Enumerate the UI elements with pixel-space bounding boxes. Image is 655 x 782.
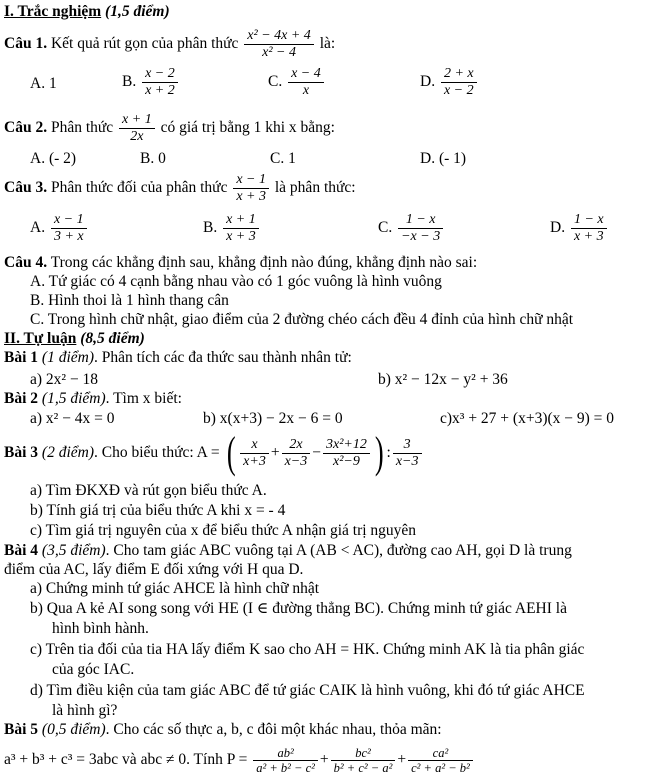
b2-item-a: a) x² − 4x = 0 [30, 410, 115, 427]
b3-frac-4-den: x−3 [395, 453, 419, 469]
b2-stem [4, 390, 182, 408]
b3-frac-3-num: 3x²+12 [323, 437, 370, 454]
q1-option-d [420, 66, 479, 99]
b5-frac-1 [253, 746, 318, 775]
b5-stem [4, 721, 442, 739]
b2-points: (1,5 điểm) [41, 390, 106, 407]
b3-item-a: a) Tìm ĐKXĐ và rút gọn biểu thức A. [30, 482, 267, 499]
q2-option-d: D. (- 1) [420, 150, 467, 167]
b3-frac-2-den: x−3 [284, 453, 308, 469]
b4-item-c-line2: của góc IAC. [52, 661, 135, 678]
q3-option-a [30, 212, 89, 245]
b3-label: Bài 3 [4, 444, 39, 461]
q3-option-a-den: 3 + x [53, 229, 84, 244]
b4-stem-line2: điểm của AC, lấy điểm E đối xứng với H qua D. [4, 561, 304, 578]
q1-option-d-letter: D. [420, 73, 436, 91]
q1-stem [4, 28, 335, 61]
q1-option-a-value: 1 [48, 75, 57, 92]
b4-item-b-line2: hình bình hành. [52, 620, 149, 637]
q1-text: Kết quả rút gọn của phân thức [50, 35, 239, 53]
b4-stem-line1 [4, 542, 572, 560]
q1-option-d-frac [441, 66, 477, 99]
q3-option-a-frac [51, 212, 87, 245]
b2-item-c: c)x³ + 27 + (x+3)(x − 9) = 0 [440, 410, 615, 427]
q3-option-d [550, 212, 609, 245]
q4-label: Câu 4. [4, 254, 48, 271]
b4-item-a: a) Chứng minh tứ giác AHCE là hình chữ nhật [30, 580, 320, 597]
q1-option-c [268, 66, 326, 99]
q1-option-d-den: x − 2 [443, 83, 474, 98]
b5-frac-1-den: a² + b² − c² [256, 760, 315, 775]
b3-stem: Bài 3 (2 điểm). Cho biểu thức: A = ( $\frac{x}{x+3}$ + $\frac{2x}{x-3}$ − $\frac{\text{3x²+12}}{\text{x²−9}}$ ) : $\frac{3}{x-3}$ [4, 430, 424, 476]
q1-fraction [244, 28, 314, 61]
q3-option-c-num: 1 − x [398, 212, 443, 229]
q2-label: Câu 2. [4, 119, 48, 137]
b5-points: (0,5 điểm) [41, 721, 106, 738]
q4-item-a: A. Tứ giác có 4 cạnh bằng nhau vào có 1 góc vuông là hình vuông [30, 273, 442, 290]
q2-fraction [119, 112, 155, 145]
q3-option-a-num: x − 1 [51, 212, 87, 229]
b3-item-c: c) Tìm giá trị nguyên của x để biểu thức A nhận giá trị nguyên [30, 522, 417, 539]
b4-item-b-line1: b) Qua A kẻ AI song song với HE (I ∈ đường thẳng BC). Chứng minh tứ giác AEHI là [30, 600, 567, 617]
b1-text: . Phân tích các đa thức sau thành nhân tử: [93, 349, 352, 366]
q3-stem [4, 172, 356, 205]
q3-text: Phân thức đối của phân thức [50, 179, 228, 197]
q3-option-b-frac [223, 212, 259, 245]
q1-tail: là: [319, 35, 336, 53]
b5-frac-3-num: ca² [408, 746, 473, 761]
q3-option-a-letter: A. [30, 219, 46, 237]
q3-option-b-num: x + 1 [223, 212, 259, 229]
q3-option-c-letter: C. [378, 219, 393, 237]
b5-label: Bài 5 [4, 721, 39, 738]
b1-points: (1 điểm) [41, 349, 94, 366]
b3-frac-4-num: 3 [393, 437, 422, 454]
b3-text: . Cho biểu thức: A = [93, 444, 220, 461]
q1-option-c-den: x [302, 83, 310, 98]
b2-label: Bài 2 [4, 390, 39, 407]
b3-frac-2-num: 2x [282, 437, 311, 454]
b4-line1: . Cho tam giác ABC vuông tại A (AB < AC), đường cao AH, gọi D là trung [105, 542, 572, 559]
q1-option-b-den: x + 2 [145, 83, 175, 98]
b3-points: (2 điểm) [41, 444, 94, 461]
b5-frac-2-num: bc² [331, 746, 396, 761]
q3-tail: là phân thức: [274, 179, 356, 197]
q1-option-b [122, 66, 180, 99]
q1-option-b-num: x − 2 [142, 66, 178, 83]
q1-option-c-frac [288, 66, 324, 99]
b3-frac-1-den: x+3 [243, 453, 266, 469]
q3-frac-num: x − 1 [233, 172, 269, 189]
q3-option-b [203, 212, 261, 245]
q3-option-d-letter: D. [550, 219, 566, 237]
q1-option-c-num: x − 4 [288, 66, 324, 83]
q1-option-a [30, 75, 57, 93]
b4-label: Bài 4 [4, 542, 39, 559]
b5-frac-3 [408, 746, 473, 775]
q4-stem [4, 254, 477, 272]
part2-heading [4, 330, 145, 348]
q3-label: Câu 3. [4, 179, 48, 197]
q4-item-b: B. Hình thoi là 1 hình thang cân [30, 292, 229, 309]
b1-label: Bài 1 [4, 349, 39, 366]
b3-frac-1 [240, 437, 269, 470]
q2-frac-num: x + 1 [119, 112, 155, 129]
b1-item-a: a) 2x² − 18 [30, 371, 99, 388]
q3-option-d-num: 1 − x [571, 212, 607, 229]
q4-text: Trong các khẳng định sau, khẳng định nào đúng, khẳng định nào sai: [50, 254, 478, 271]
q4-item-c: C. Trong hình chữ nhật, giao điểm của 2 đường chéo cách đều 4 đỉnh của hình chữ nhật [30, 311, 574, 328]
q1-option-c-letter: C. [268, 73, 283, 91]
b4-item-d-line2: là hình gì? [52, 702, 118, 719]
q3-option-d-frac [571, 212, 607, 245]
part1-points: (1,5 điểm) [105, 3, 170, 20]
b4-item-c-line1: c) Trên tia đối của tia HA lấy điểm K sao cho AH = HK. Chứng minh AK là tia phân giác [30, 641, 585, 658]
b4-points: (3,5 điểm) [41, 542, 106, 559]
b2-item-b: b) x(x+3) − 2x − 6 = 0 [203, 410, 343, 427]
b3-item-b: b) Tính giá trị của biểu thức A khi x = - 4 [30, 502, 286, 519]
b3-frac-3 [323, 437, 370, 470]
q3-option-b-den: x + 3 [226, 229, 256, 244]
b1-stem [4, 349, 352, 367]
b5-frac-3-den: c² + a² − b² [411, 760, 470, 775]
q3-option-b-letter: B. [203, 219, 218, 237]
q2-frac-den: 2x [130, 129, 144, 144]
b5-cond: a³ + b³ + c³ = 3abc và abc ≠ 0. Tính P = [4, 751, 248, 768]
q2-stem [4, 112, 335, 145]
left-paren: ( [226, 428, 236, 478]
b5-formula: a³ + b³ + c³ = 3abc và abc ≠ 0. Tính P = $\frac{\text{ab²}}{\text{a² + b² − c²}}$ + $\frac{\text{bc²}}{\text{b² + c² − a²}}$ + $\frac{\text{ca²}}{\text{c² + a² − b²}}$ [4, 742, 475, 778]
part1-title: I. Trắc nghiệm [4, 3, 102, 20]
q2-text: Phân thức [50, 119, 114, 137]
b3-frac-4 [393, 437, 422, 470]
q3-option-c [378, 212, 445, 245]
q2-tail: có giá trị bằng 1 khi x bằng: [160, 119, 335, 137]
part2-title: II. Tự luận [4, 330, 77, 347]
q3-frac-den: x + 3 [236, 189, 266, 204]
q2-option-a: A. (- 2) [30, 150, 77, 167]
b3-frac-2 [282, 437, 311, 470]
q1-option-b-letter: B. [122, 73, 137, 91]
b5-frac-1-num: ab² [253, 746, 318, 761]
q1-frac-den: x² − 4 [262, 45, 296, 60]
b5-frac-2 [331, 746, 396, 775]
q3-fraction [233, 172, 269, 205]
part2-points: (8,5 điểm) [80, 330, 145, 347]
b3-frac-1-num: x [240, 437, 269, 454]
b2-text: . Tìm x biết: [105, 390, 182, 407]
q3-option-c-frac [398, 212, 443, 245]
q1-label: Câu 1. [4, 35, 48, 53]
b5-text: . Cho các số thực a, b, c đôi một khác nhau, thỏa mãn: [105, 721, 442, 738]
q2-option-c: C. 1 [270, 150, 296, 167]
q2-option-b: B. 0 [140, 150, 166, 167]
q1-option-b-frac [142, 66, 178, 99]
q3-option-c-den: −x − 3 [401, 229, 441, 244]
q1-option-d-num: 2 + x [441, 66, 477, 83]
part1-heading [4, 3, 170, 21]
q3-option-d-den: x + 3 [573, 229, 604, 244]
b3-frac-3-den: x²−9 [333, 453, 360, 469]
b1-item-b: b) x² − 12x − y² + 36 [378, 371, 508, 388]
q1-frac-num: x² − 4x + 4 [244, 28, 314, 45]
q1-option-a-letter: A. [30, 75, 46, 92]
right-paren: ) [374, 428, 384, 478]
b4-item-d-line1: d) Tìm điều kiện của tam giác ABC để tứ giác CAIK là hình vuông, khi đó tứ giác AHCE [30, 682, 585, 699]
b5-frac-2-den: b² + c² − a² [333, 760, 393, 775]
